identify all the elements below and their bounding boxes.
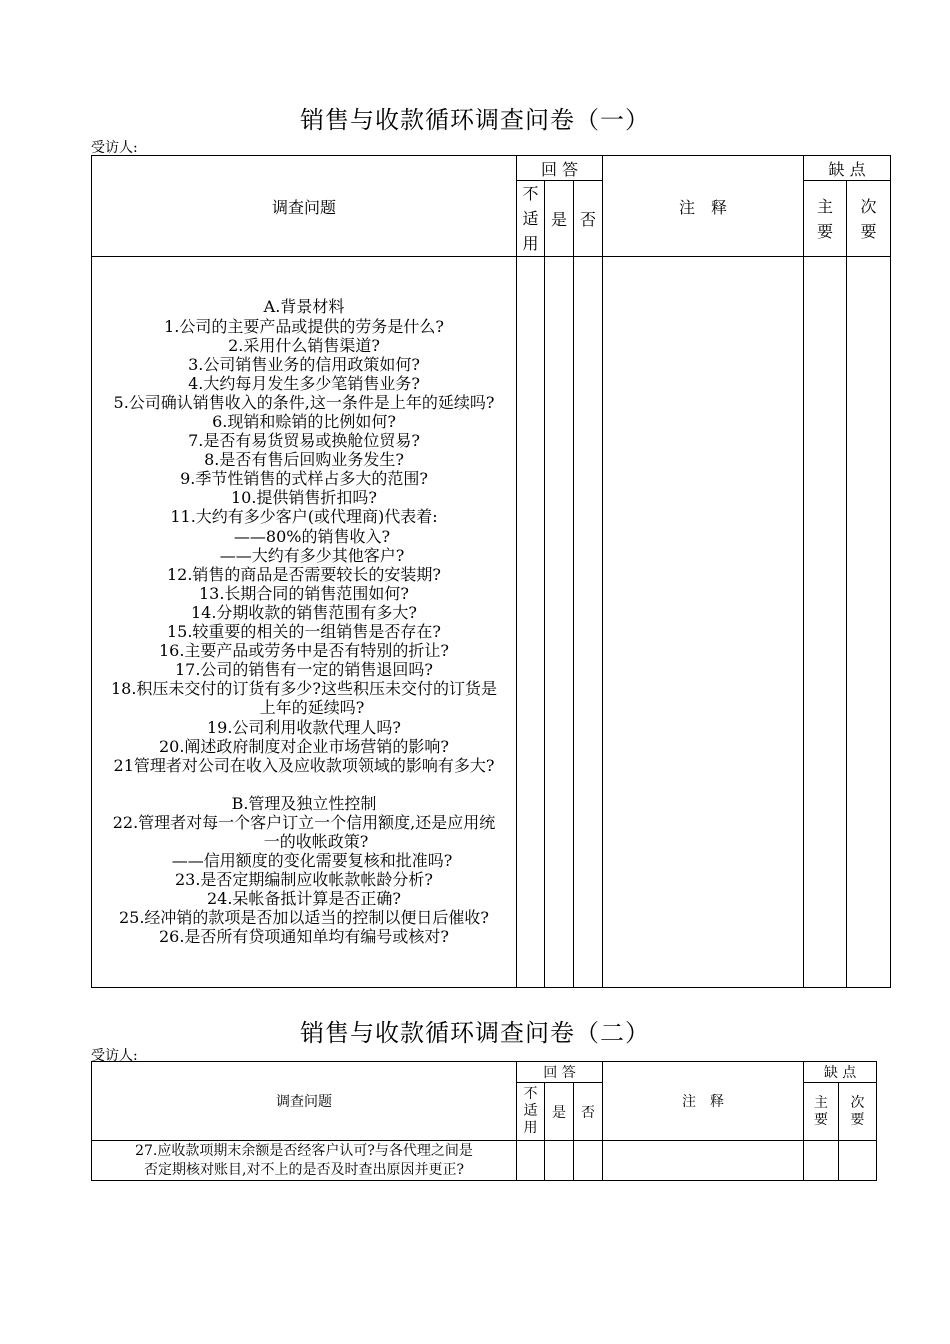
- major-header: 主 要: [804, 1083, 839, 1141]
- minor-cell[interactable]: [847, 257, 891, 988]
- yes-header: 是: [545, 181, 574, 257]
- interviewee-label-1: 受访人:: [91, 140, 138, 156]
- yes-header: 是: [545, 1083, 574, 1141]
- question-continuation: 一的收帐政策?: [263, 831, 369, 851]
- question-subitem: ——80%的销售收入?: [233, 526, 391, 546]
- question-item: 4.大约每月发生多少笔销售业务?: [188, 373, 420, 393]
- question-item: 5.公司确认销售收入的条件,这一条件是上年的延续吗?: [113, 392, 495, 412]
- notes-cell[interactable]: [603, 1141, 804, 1181]
- question-item: 9.季节性销售的式样占多大的范围?: [180, 469, 428, 489]
- no-header: 否: [574, 181, 603, 257]
- not-applicable-header: 不 适 用: [517, 1083, 545, 1141]
- question-header: 调查问题: [92, 156, 517, 257]
- question-item: 26.是否所有贷项通知单均有编号或核对?: [158, 927, 450, 947]
- notes-header: 注 释: [603, 156, 804, 257]
- question-item: 12.销售的商品是否需要较长的安装期?: [166, 564, 442, 584]
- question-item: 22.管理者对每一个客户订立一个信用额度,还是应用统: [112, 812, 496, 832]
- question-item: 1.公司的主要产品或提供的劳务是什么?: [164, 316, 444, 336]
- question-header: 调查问题: [92, 1062, 517, 1141]
- blank-line: [92, 775, 516, 794]
- question-item: 20.阐述政府制度对企业市场营销的影响?: [158, 736, 450, 756]
- question-item: 10.提供销售折扣吗?: [230, 488, 378, 508]
- question-item: 15.较重要的相关的一组销售是否存在?: [166, 622, 442, 642]
- section-heading: B.管理及独立性控制: [231, 793, 377, 813]
- questionnaire-table-2: [91, 1061, 877, 1181]
- question-item: 25.经冲销的款项是否加以适当的控制以便日后催收?: [118, 908, 490, 928]
- question-item: 21管理者对公司在收入及应收款项领域的影响有多大?: [113, 755, 495, 775]
- question-item: 23.是否定期编制应收帐款帐龄分析?: [174, 870, 434, 890]
- questions-cell: [92, 1141, 517, 1181]
- question-item: 6.现销和赊销的比例如何?: [212, 412, 396, 432]
- page-title-2: 销售与收款循环调查问卷（二）: [300, 1019, 650, 1047]
- no-header: 否: [574, 1083, 603, 1141]
- weakness-header: 缺 点: [804, 156, 891, 181]
- major-header: 主 要: [804, 181, 847, 257]
- question-item: 19.公司利用收款代理人吗?: [206, 717, 402, 737]
- weakness-header: 缺 点: [804, 1062, 877, 1083]
- notes-cell[interactable]: [603, 257, 804, 988]
- not-applicable-cell[interactable]: [517, 257, 545, 988]
- minor-header: 次 要: [839, 1083, 877, 1141]
- question-item: 11.大约有多少客户(或代理商)代表着:: [170, 507, 438, 527]
- answer-header: 回 答: [517, 1062, 603, 1083]
- question-item: 27.应收款项期末余额是否经客户认可?与各代理之间是: [135, 1143, 473, 1159]
- major-cell[interactable]: [804, 1141, 839, 1181]
- no-cell[interactable]: [574, 257, 603, 988]
- question-continuation: 上年的延续吗?: [259, 698, 365, 718]
- not-applicable-header: 不 适 用: [517, 181, 545, 257]
- question-item: 2.采用什么销售渠道?: [228, 335, 380, 355]
- question-item: 7.是否有易货贸易或换舱位贸易?: [188, 431, 420, 451]
- interviewee-label-2: 受访人:: [91, 1048, 138, 1064]
- question-subitem: ——信用额度的变化需要复核和批准吗?: [171, 851, 453, 871]
- question-item: 13.长期合同的销售范围如何?: [198, 583, 410, 603]
- major-cell[interactable]: [804, 257, 847, 988]
- page-title-1: 销售与收款循环调查问卷（一）: [300, 106, 650, 134]
- question-continuation: 否定期核对账目,对不上的是否及时查出原因并更正?: [144, 1162, 464, 1179]
- question-item: 8.是否有售后回购业务发生?: [204, 450, 404, 470]
- notes-header: 注 释: [603, 1062, 804, 1141]
- yes-cell[interactable]: [545, 257, 574, 988]
- question-subitem: ——大约有多少其他客户?: [219, 545, 405, 565]
- question-item: 3.公司销售业务的信用政策如何?: [188, 354, 420, 374]
- minor-cell[interactable]: [839, 1141, 877, 1181]
- question-item: 14.分期收款的销售范围有多大?: [190, 602, 418, 622]
- section-heading: A.背景材料: [263, 297, 345, 317]
- question-item: 24.呆帐备抵计算是否正确?: [206, 889, 402, 909]
- answer-header: 回 答: [517, 156, 603, 181]
- question-item: 16.主要产品或劳务中是否有特别的折让?: [158, 641, 450, 661]
- minor-header: 次 要: [847, 181, 891, 257]
- no-cell[interactable]: [574, 1141, 603, 1181]
- questionnaire-table-1: [91, 155, 891, 988]
- questions-cell: [92, 257, 517, 988]
- yes-cell[interactable]: [545, 1141, 574, 1181]
- question-item: 17.公司的销售有一定的销售退回吗?: [174, 660, 434, 680]
- not-applicable-cell[interactable]: [517, 1141, 545, 1181]
- question-item: 18.积压未交付的订货有多少?这些积压未交付的订货是: [110, 679, 498, 699]
